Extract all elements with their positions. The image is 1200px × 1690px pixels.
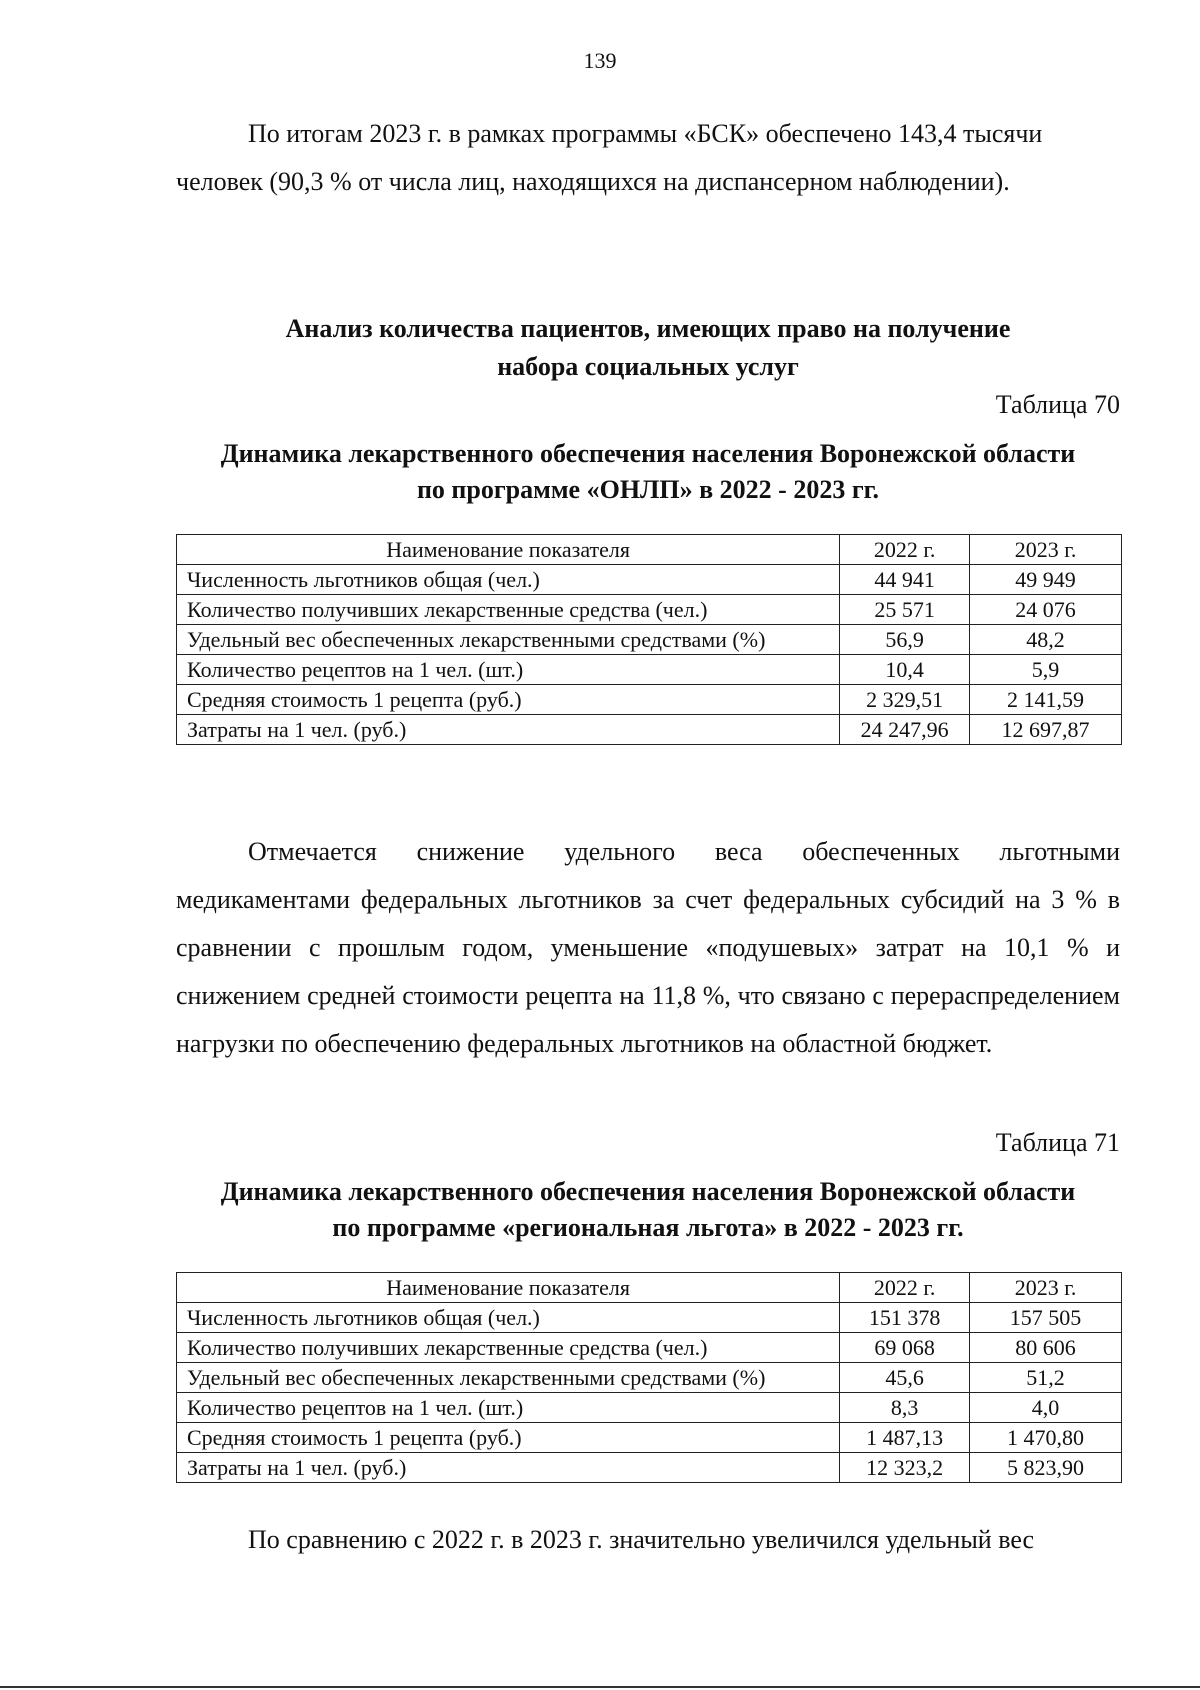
table71: [176, 1272, 1122, 1483]
value-2023: 51,2: [970, 1363, 1122, 1393]
table-row: [177, 1393, 1122, 1423]
value-2023: 24 076: [970, 595, 1122, 625]
value-2023: 4,0: [970, 1393, 1122, 1423]
header-year-2022: 2022 г.: [840, 535, 970, 565]
table-row: [177, 595, 1122, 625]
table-row: [177, 655, 1122, 685]
value-2023: 48,2: [970, 625, 1122, 655]
row-label: Количество рецептов на 1 чел. (шт.): [177, 655, 840, 685]
value-2022: 1 487,13: [840, 1423, 970, 1453]
table-row: [177, 625, 1122, 655]
table-header-row: [177, 1273, 1122, 1303]
header-year-2023: 2023 г.: [970, 535, 1122, 565]
value-2022: 45,6: [840, 1363, 970, 1393]
section-heading: [176, 310, 1120, 386]
table71-number: Таблица 71: [995, 1128, 1120, 1157]
value-2022: 56,9: [840, 625, 970, 655]
table-row: [177, 1303, 1122, 1333]
table-row: [177, 685, 1122, 715]
table-header-row: [177, 535, 1122, 565]
value-2022: 69 068: [840, 1333, 970, 1363]
intro-paragraph: По итогам 2023 г. в рамках программы «БСК» обеспечено 143,4 тысячи человек (90,3 % от числа лиц, находящихся на диспансерном наблюдении).: [176, 119, 1043, 196]
row-label: Количество рецептов на 1 чел. (шт.): [177, 1393, 840, 1423]
value-2022: 24 247,96: [840, 715, 970, 745]
header-indicator: Наименование показателя: [177, 535, 840, 565]
table-row: [177, 1423, 1122, 1453]
value-2023: 5,9: [970, 655, 1122, 685]
value-2022: 12 323,2: [840, 1453, 970, 1483]
table71-title: [176, 1174, 1120, 1246]
row-label: Численность льготников общая (чел.): [177, 1303, 840, 1333]
closing-paragraph: По сравнению с 2022 г. в 2023 г. значительно увеличился удельный вес: [248, 1525, 1035, 1554]
table-row: [177, 715, 1122, 745]
table70: [176, 534, 1122, 745]
section-heading-line1: Анализ количества пациентов, имеющих право на получение: [285, 314, 1011, 343]
value-2023: 157 505: [970, 1303, 1122, 1333]
value-2023: 80 606: [970, 1333, 1122, 1363]
row-label: Средняя стоимость 1 рецепта (руб.): [177, 685, 840, 715]
header-year-2022: 2022 г.: [840, 1273, 970, 1303]
row-label: Удельный вес обеспеченных лекарственными средствами (%): [177, 625, 840, 655]
row-label: Затраты на 1 чел. (руб.): [177, 1453, 840, 1483]
table71-title-line1: Динамика лекарственного обеспечения населения Воронежской области: [220, 1177, 1076, 1206]
page-number: 139: [583, 48, 617, 73]
row-label: Средняя стоимость 1 рецепта (руб.): [177, 1423, 840, 1453]
table70-title: [176, 436, 1120, 508]
header-indicator: Наименование показателя: [177, 1273, 840, 1303]
table-row: [177, 1333, 1122, 1363]
middle-paragraph: Отмечается снижение удельного веса обеспеченных льготными медикаментами федеральных льготников за счет федеральных субсидий на 3 % в сравнении с прошлым годом, уменьшение «подушевых» затрат на 10,1 % и снижением средней стоимости рецепта на 11,8 %, что связано с перераспределением нагрузки по обеспечению федеральных льготников на областной бюджет.: [176, 837, 1120, 1058]
value-2023: 1 470,80: [970, 1423, 1122, 1453]
table71-title-line2: по программе «региональная льгота» в 2022 - 2023 гг.: [332, 1213, 964, 1242]
row-label: Численность льготников общая (чел.): [177, 565, 840, 595]
row-label: Количество получивших лекарственные средства (чел.): [177, 595, 840, 625]
table-row: [177, 565, 1122, 595]
table70-title-line1: Динамика лекарственного обеспечения населения Воронежской области: [220, 439, 1076, 468]
value-2023: 12 697,87: [970, 715, 1122, 745]
value-2022: 2 329,51: [840, 685, 970, 715]
value-2022: 44 941: [840, 565, 970, 595]
header-year-2023: 2023 г.: [970, 1273, 1122, 1303]
table-row: [177, 1363, 1122, 1393]
value-2022: 25 571: [840, 595, 970, 625]
value-2023: 5 823,90: [970, 1453, 1122, 1483]
table-row: [177, 1453, 1122, 1483]
table70-number: Таблица 70: [995, 390, 1120, 419]
table70-title-line2: по программе «ОНЛП» в 2022 - 2023 гг.: [416, 475, 880, 504]
bottom-rule: [0, 1686, 1200, 1688]
value-2023: 2 141,59: [970, 685, 1122, 715]
value-2023: 49 949: [970, 565, 1122, 595]
row-label: Удельный вес обеспеченных лекарственными средствами (%): [177, 1363, 840, 1393]
row-label: Количество получивших лекарственные средства (чел.): [177, 1333, 840, 1363]
row-label: Затраты на 1 чел. (руб.): [177, 715, 840, 745]
value-2022: 10,4: [840, 655, 970, 685]
value-2022: 8,3: [840, 1393, 970, 1423]
section-heading-line2: набора социальных услуг: [497, 352, 799, 381]
value-2022: 151 378: [840, 1303, 970, 1333]
